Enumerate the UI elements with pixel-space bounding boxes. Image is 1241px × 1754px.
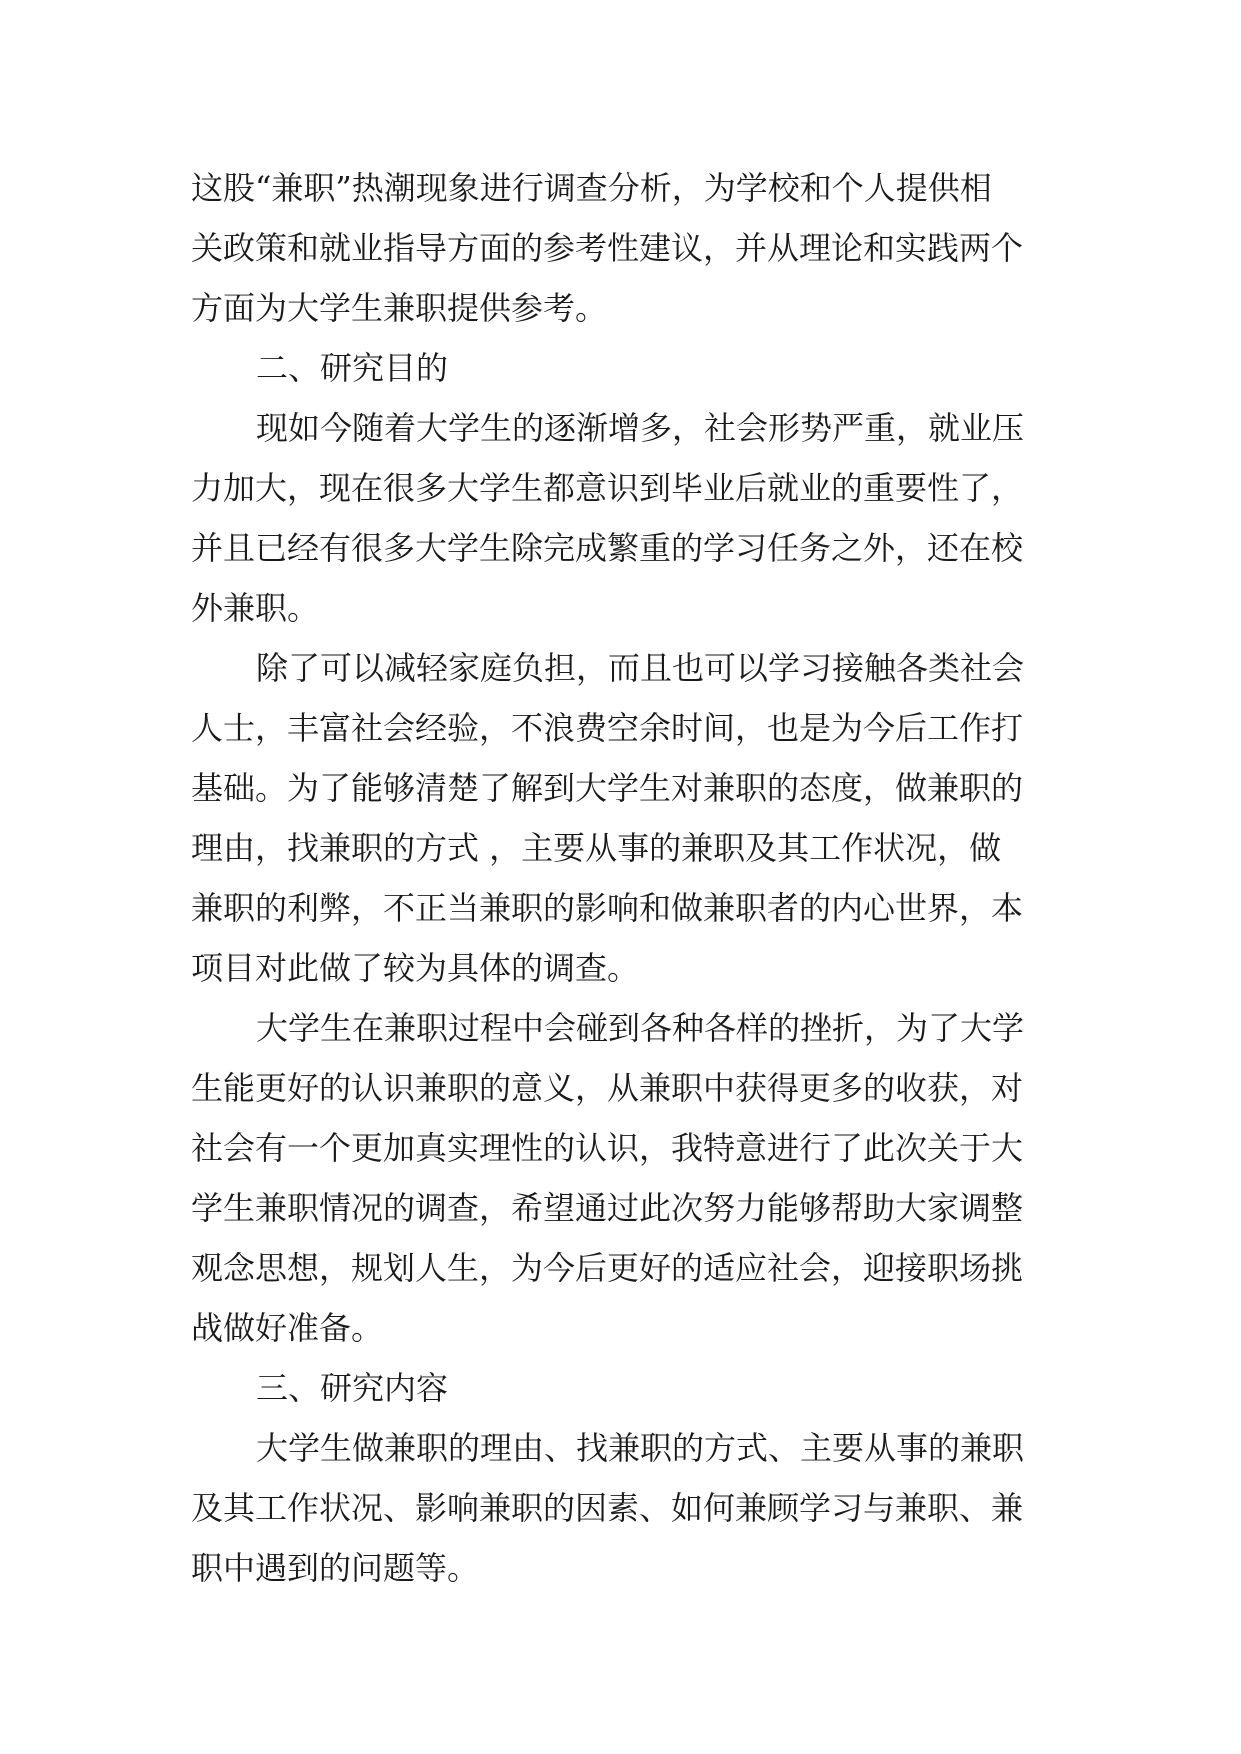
paragraph-line: 方面为大学生兼职提供参考。 (191, 289, 608, 327)
paragraph-line: 战做好准备。 (191, 1309, 384, 1347)
section-heading: 三、研究内容 (256, 1369, 449, 1407)
paragraph-line: 现如今随着大学生的逐渐增多，社会形势严重，就业压 (256, 409, 1025, 447)
paragraph-line: 并且已经有很多大学生除完成繁重的学习任务之外，还在校 (191, 529, 1024, 567)
paragraph-line: 外兼职。 (191, 589, 320, 627)
paragraph-line: 学生兼职情况的调查，希望通过此次努力能够帮助大家调整 (191, 1189, 1024, 1227)
paragraph-line: 除了可以减轻家庭负担，而且也可以学习接触各类社会 (256, 649, 1025, 687)
paragraph-line: 社会有一个更加真实理性的认识，我特意进行了此次关于大 (191, 1129, 1024, 1167)
paragraph-line: 及其工作状况、影响兼职的因素、如何兼顾学习与兼职、兼 (191, 1489, 1024, 1527)
paragraph-line: 力加大，现在很多大学生都意识到毕业后就业的重要性了， (191, 469, 1024, 507)
paragraph-line: 大学生做兼职的理由、找兼职的方式、主要从事的兼职 (256, 1429, 1025, 1467)
paragraph-line: 观念思想，规划人生，为今后更好的适应社会，迎接职场挑 (191, 1249, 1024, 1287)
paragraph-line: 职中遇到的问题等。 (191, 1549, 480, 1587)
paragraph-line: 基础。为了能够清楚了解到大学生对兼职的态度，做兼职的 (191, 769, 1024, 807)
section-heading: 二、研究目的 (256, 349, 449, 387)
paragraph-line: 生能更好的认识兼职的意义，从兼职中获得更多的收获，对 (191, 1069, 1024, 1107)
paragraph-line: 这股“兼职”热潮现象进行调查分析，为学校和个人提供相 (191, 169, 992, 207)
paragraph-line: 人士，丰富社会经验，不浪费空余时间，也是为今后工作打 (191, 709, 1024, 747)
paragraph-line: 理由，找兼职的方式 ，主要从事的兼职及其工作状况，做 (191, 829, 1002, 867)
paragraph-line: 大学生在兼职过程中会碰到各种各样的挫折，为了大学 (256, 1009, 1025, 1047)
paragraph-line: 关政策和就业指导方面的参考性建议，并从理论和实践两个 (191, 229, 1024, 267)
paragraph-line: 项目对此做了较为具体的调查。 (191, 949, 640, 987)
paragraph-line: 兼职的利弊，不正当兼职的影响和做兼职者的内心世界，本 (191, 889, 1024, 927)
